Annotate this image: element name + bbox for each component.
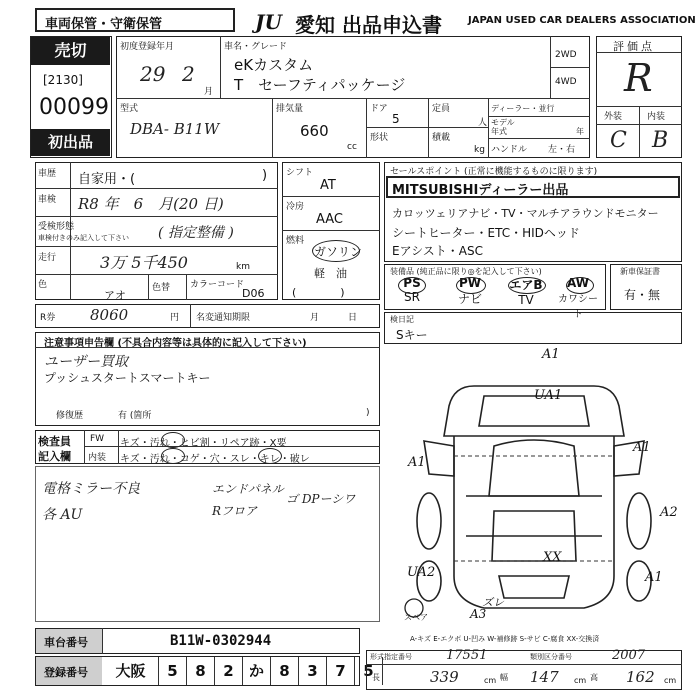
repair-label: 修復歴	[56, 411, 84, 421]
spec-width-unit: cm	[574, 676, 587, 685]
spec-model-value: 17551	[446, 648, 488, 663]
spec-height: 162	[626, 668, 655, 686]
spec-type-label: 類別区分番号	[530, 653, 572, 661]
history-label: 車歴	[38, 169, 57, 179]
inspector-label-1: 検査員	[38, 435, 71, 448]
spec-length: 339	[430, 668, 459, 686]
fuel-value: ガソリン	[314, 245, 363, 259]
plate-cell: 8	[187, 657, 215, 685]
notes-line-2: プッシュスタートスマートキー	[44, 371, 211, 385]
inspector-int-mark-2	[258, 448, 282, 464]
handle-label: ハンドル	[491, 145, 528, 155]
receive-label: 受検形態	[38, 222, 75, 232]
plate-cell: 大阪	[103, 657, 159, 685]
plate-cell: 5	[355, 657, 383, 685]
doors-value: 5	[392, 112, 400, 126]
plate-cell: 7	[327, 657, 355, 685]
org-name: 愛知 出品申込書	[295, 13, 442, 37]
inspector-fw: FW	[90, 434, 105, 444]
receive-sub: 車検付きのみ記入して下さい	[38, 234, 129, 242]
grade-ext: C	[610, 128, 627, 153]
color-label: 色	[38, 280, 48, 290]
shift-value: AT	[320, 178, 336, 193]
tax-day: 日	[348, 313, 358, 323]
key-label: 検日記	[390, 315, 414, 324]
spec-width-label: 幅	[500, 673, 508, 682]
plate-cell: 2	[215, 657, 243, 685]
mileage-unit: km	[236, 262, 250, 272]
equip-airbag-circle	[508, 277, 546, 294]
color-paint-label: 色替	[152, 283, 171, 293]
model-label: 型式	[120, 104, 139, 114]
receive-value: ( 指定整備 )	[158, 225, 234, 241]
diagram-mark-a1-right: A1	[633, 440, 651, 455]
shift-label: シフト	[286, 168, 314, 178]
inspector-hand-1: 電格ミラー不良	[42, 481, 140, 497]
history-value: 自家用・(	[78, 172, 136, 187]
model-year-label: モデル年式	[491, 118, 515, 136]
spec-width: 147	[530, 668, 559, 686]
frame-value: B11W-0302944	[170, 633, 272, 649]
lot-block	[30, 36, 112, 158]
equip-pw-circle	[456, 277, 486, 294]
key-box	[384, 312, 682, 344]
storage-note: 車両保管・守衛保管	[45, 17, 163, 32]
r-coupon-value: 8060	[90, 306, 129, 324]
inspector-fw-mark	[161, 432, 185, 448]
lot-code: [2130]	[43, 73, 83, 87]
diagram-legend: A-キズ E-エクボ U-凹み W-補修跡 S-サビ C-腐食 XX-交換済	[410, 635, 600, 643]
new-warranty-value: 有・無	[624, 288, 661, 302]
grade-int: B	[652, 128, 669, 153]
inspector-hand-5: ゴ DPーシワ	[286, 492, 356, 506]
diagram-mark-xx: XX	[543, 550, 562, 565]
model-value: DBA- B11W	[130, 120, 220, 138]
grade-int-label: 内装	[647, 112, 666, 122]
registration-month: 2	[182, 62, 195, 86]
tax-notice-label: 名変通知期限	[196, 313, 251, 323]
spec-length-unit: cm	[484, 676, 497, 685]
diagram-mark-a1-left: A1	[408, 455, 426, 470]
history-close: )	[262, 168, 268, 183]
repair-value: 有 (箇所	[118, 411, 152, 421]
plate-cell: 5	[159, 657, 187, 685]
sold-label: 売切	[31, 37, 110, 65]
sales-line-3: シートヒーター・ETC・HIDヘッド	[392, 226, 580, 240]
color-code: D06	[242, 287, 265, 300]
notes-label: 注意事項申告欄 (不具合内容等は具体的に記入して下さい)	[44, 338, 307, 349]
inspection-label: 車検	[38, 195, 57, 205]
inspector-hand-2: 各 AU	[42, 507, 83, 523]
inspector-hand-3: エンドパネル	[212, 482, 284, 496]
cc-unit: cc	[347, 142, 357, 152]
inspector-int-mark-1	[161, 448, 185, 464]
spec-height-unit: cm	[664, 676, 677, 685]
sales-point-label: セールスポイント (正常に機能するものに限ります)	[390, 167, 598, 177]
displacement-value: 660	[300, 122, 329, 140]
inspector-fw-items: キズ・汚れ・ヒビ割・リペア跡・X要	[120, 438, 287, 449]
mileage-value: 3万 5千450	[100, 253, 188, 272]
color-code-label: カラーコード	[190, 280, 245, 290]
grade-score: R	[624, 56, 653, 100]
r-coupon-unit: 円	[170, 313, 180, 323]
sales-line-1: MITSUBISHIディーラー出品	[392, 183, 569, 198]
plate-cell: 8	[271, 657, 299, 685]
fuel-alt: 軽 油	[314, 267, 347, 280]
first-listing-label: 初出品	[31, 129, 110, 156]
storage-note-box	[35, 8, 235, 32]
frame-label: 車台番号	[44, 636, 88, 649]
plate-label: 登録番号	[44, 666, 88, 679]
diagram-mark-zure: ズレ	[482, 596, 504, 609]
sales-line-2: カロッツェリアナビ・TV・マルチアラウンドモニター	[392, 207, 659, 220]
equip-pw-navi: PW ナビ	[457, 276, 482, 306]
registration-year: 29	[140, 62, 166, 86]
month-unit: 月	[204, 87, 214, 97]
handle-options: 左・右	[548, 145, 576, 155]
ac-value: AAC	[316, 212, 343, 227]
spec-type-value: 2007	[612, 648, 646, 663]
ju-logo: JU	[255, 10, 282, 34]
dealer-label: ディーラー・並行	[491, 104, 555, 113]
plate-cell: か	[243, 657, 271, 685]
capacity-label: 定員	[432, 104, 451, 114]
diagram-mark-ua1: UA1	[534, 388, 563, 403]
spec-length-label: 長	[372, 673, 380, 682]
car-grade: T セーフティパッケージ	[234, 76, 406, 94]
diagram-spare: スペア	[404, 613, 428, 622]
inspector-int-items: キズ・汚れ・コゲ・穴・スレ・キレ・破レ	[120, 454, 310, 465]
inspector-hand-4: Rフロア	[212, 504, 258, 518]
repair-close: )	[366, 408, 370, 418]
inspection-value: R8 年 6 月(20 日)	[78, 195, 224, 213]
diagram-mark-a1-top: A1	[542, 347, 560, 362]
lot-number: 00099	[39, 95, 109, 120]
inspector-label-2: 記入欄	[38, 450, 71, 463]
drive-4wd: 4WD	[555, 77, 577, 87]
shape-label: 形状	[370, 133, 389, 143]
registration-label: 初度登録年月	[120, 42, 175, 52]
displacement-label: 排気量	[276, 104, 304, 114]
grade-ext-label: 外装	[604, 112, 623, 122]
new-warranty-label: 新車保証書	[620, 267, 660, 276]
diagram-mark-a1-rear: A1	[645, 570, 663, 585]
equip-ps-sr: PS SR	[403, 276, 421, 304]
diagram-mark-a2: A2	[660, 505, 678, 520]
inspector-int: 内装	[88, 453, 107, 463]
diagram-mark-ua2: UA2	[407, 565, 436, 580]
equip-aw-circle	[566, 277, 594, 294]
tax-month: 月	[310, 313, 320, 323]
top-grid	[116, 36, 590, 158]
org-en: JAPAN USED CAR DEALERS ASSOCIATION	[468, 15, 696, 26]
equip-aw-seat: AW カワシート	[558, 276, 598, 320]
fuel-label: 燃料	[286, 236, 305, 246]
ac-label: 冷房	[286, 202, 305, 212]
weight-label: 積載	[432, 133, 451, 143]
color-value: アオ	[104, 289, 126, 302]
key-value: Sキー	[396, 328, 428, 342]
equipment-label: 装備品 (純正品に限り◎を記入して下さい)	[390, 267, 542, 276]
fuel-paren: ( )	[292, 286, 345, 299]
drive-2wd: 2WD	[555, 50, 577, 60]
car-name: eKカスタム	[234, 56, 314, 74]
model-year-unit: 年	[576, 127, 584, 136]
equip-airbag-tv: エアB TV	[509, 278, 543, 307]
sales-line-4: Eアシスト・ASC	[392, 244, 483, 258]
doors-label: ドア	[370, 104, 388, 114]
mileage-label: 走行	[38, 253, 57, 263]
diagram-mark-a3: A3	[470, 607, 487, 621]
notes-line-1: ユーザー買取	[44, 354, 128, 370]
plate-cell: 3	[299, 657, 327, 685]
weight-unit: kg	[474, 145, 485, 155]
car-name-label: 車名・グレード	[224, 42, 288, 52]
spec-model-label: 形式指定番号	[370, 653, 412, 661]
capacity-unit: 人	[478, 118, 488, 128]
grade-label: 評価点	[613, 40, 655, 53]
equip-ps-circle	[398, 277, 426, 294]
spec-height-label: 高	[590, 673, 598, 682]
r-coupon-label: R券	[40, 313, 56, 323]
